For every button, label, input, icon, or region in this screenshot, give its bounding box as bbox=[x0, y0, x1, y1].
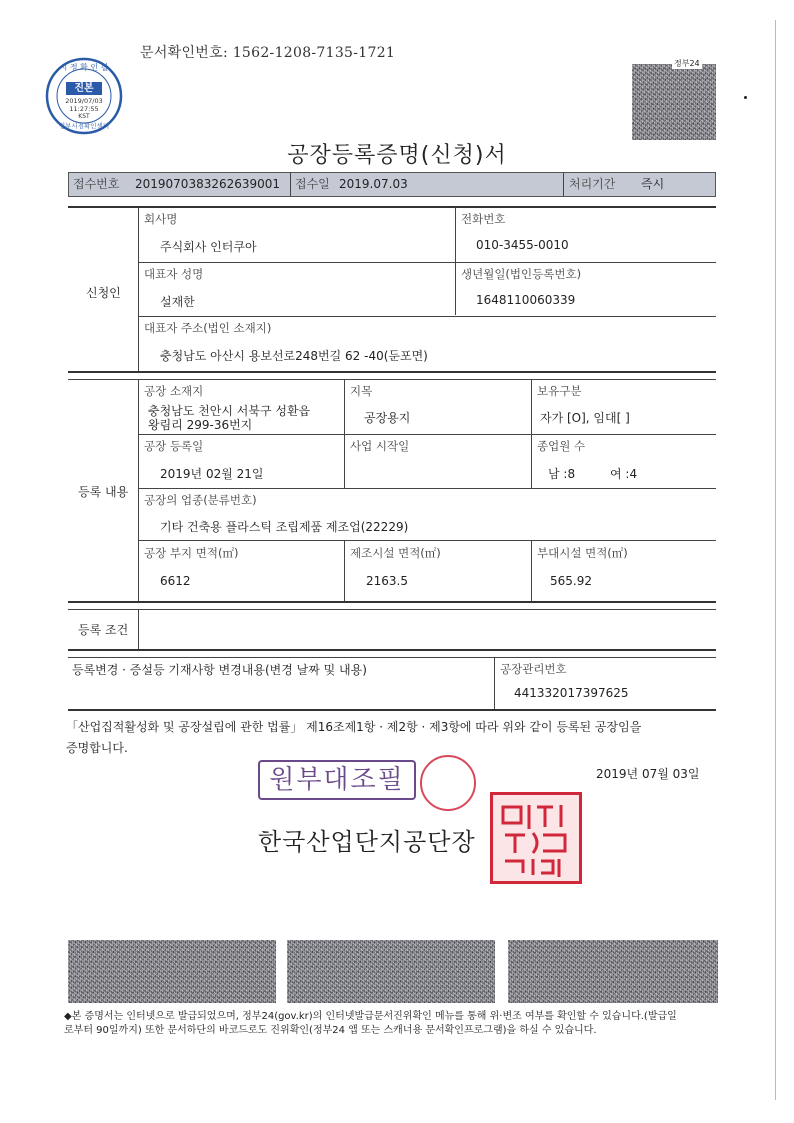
manufacturing-area-label: 제조시설 면적(㎡) bbox=[350, 546, 441, 560]
seal-top-text: 시 정 확 인 필 bbox=[59, 63, 109, 72]
factory-location-line1: 충청남도 천안시 서북구 성환읍 bbox=[148, 404, 311, 418]
phone-number: 010-3455-0010 bbox=[476, 238, 569, 252]
barcode-2 bbox=[287, 940, 495, 1003]
site-area-label: 공장 부지 면적(㎡) bbox=[144, 546, 239, 560]
land-category: 공장용지 bbox=[364, 411, 411, 425]
representative-label: 대표자 성명 bbox=[144, 267, 204, 281]
receipt-header bbox=[68, 172, 716, 197]
gov24-label: 정부24 bbox=[674, 59, 700, 68]
scan-edge bbox=[775, 20, 776, 1100]
representative-name: 설재한 bbox=[160, 295, 195, 309]
seal-tz: KST bbox=[78, 113, 90, 120]
applicant-section-label: 신청인 bbox=[86, 286, 121, 300]
company-name: 주식회사 인터쿠아 bbox=[160, 240, 257, 254]
barcode-3 bbox=[508, 940, 718, 1003]
seal-bottom-text: 정부시점확인센터 bbox=[58, 122, 110, 130]
industry-label: 공장의 업종(분류번호) bbox=[144, 493, 257, 507]
footer-note bbox=[64, 1010, 724, 1038]
phone-label: 전화번호 bbox=[461, 212, 506, 226]
qr-code bbox=[632, 64, 716, 140]
changes-label: 등록변경 · 증설등 기재사항 변경내용(변경 날짜 및 내용) bbox=[72, 663, 367, 677]
seal-center-text: 진본 bbox=[74, 83, 94, 94]
round-seal-icon bbox=[420, 755, 476, 811]
factory-management-number: 441332017397625 bbox=[514, 686, 629, 700]
issuer-name: 한국산업단지공단장 bbox=[258, 828, 476, 856]
processing-period-label: 처리기간 bbox=[569, 177, 616, 191]
seal-date: 2019/07/03 bbox=[65, 97, 103, 105]
receipt-number-label: 접수번호 bbox=[73, 177, 120, 191]
employees-female: 여 :4 bbox=[610, 467, 638, 481]
site-area: 6612 bbox=[160, 574, 191, 588]
birth-date: 1648110060339 bbox=[476, 293, 576, 307]
ownership-label: 보유구분 bbox=[537, 384, 582, 398]
seal-pattern-icon bbox=[493, 795, 579, 881]
company-name-label: 회사명 bbox=[144, 212, 178, 226]
factory-location-label: 공장 소재지 bbox=[144, 384, 204, 398]
business-start-label: 사업 시작일 bbox=[350, 439, 410, 453]
ownership-value: 자가 [O], 임대[ ] bbox=[540, 411, 630, 425]
receipt-date: 2019.07.03 bbox=[339, 177, 408, 191]
factory-location-line2: 왕림리 299-36번지 bbox=[148, 418, 253, 432]
processing-period: 즉시 bbox=[641, 177, 665, 191]
document-title: 공장등록증명(신청)서 bbox=[287, 143, 507, 168]
barcode-1 bbox=[68, 940, 276, 1003]
receipt-date-label: 접수일 bbox=[295, 177, 330, 191]
employees-label: 종업원 수 bbox=[537, 439, 586, 453]
manufacturing-area: 2163.5 bbox=[366, 574, 408, 588]
verification-seal bbox=[44, 56, 124, 136]
registration-section-label: 등록 내용 bbox=[78, 485, 129, 499]
auxiliary-area: 565.92 bbox=[550, 574, 592, 588]
original-verified-stamp: 원부대조필 bbox=[258, 760, 416, 800]
representative-address: 충청남도 아산시 용보선로248번길 62 -40(둔포면) bbox=[160, 349, 428, 363]
land-category-label: 지목 bbox=[350, 384, 373, 398]
document-number: 문서확인번호: 1562-1208-7135-1721 bbox=[140, 45, 396, 61]
statement-line2: 증명합니다. bbox=[66, 741, 128, 755]
edge-mark bbox=[744, 96, 747, 99]
auxiliary-area-label: 부대시설 면적(㎡) bbox=[537, 546, 628, 560]
conditions-label: 등록 조건 bbox=[78, 623, 129, 637]
statement-line1: 「산업집적활성화 및 공장설립에 관한 법률」 제16조제1항 · 제2항 · 제3항에 따라 위와 같이 등록된 공장임을 bbox=[66, 720, 642, 734]
official-seal-icon bbox=[490, 792, 582, 884]
footer-line1: ◆본 증명서는 인터넷으로 발급되었으며, 정부24(gov.kr)의 인터넷발급문서진위확인 메뉴를 통해 위·변조 여부를 확인할 수 있습니다.(발급일 bbox=[64, 1011, 677, 1022]
employees-male: 남 :8 bbox=[548, 467, 576, 481]
registration-date: 2019년 02월 21일 bbox=[160, 467, 264, 481]
receipt-number: 2019070383262639001 bbox=[135, 177, 281, 191]
registration-date-label: 공장 등록일 bbox=[144, 439, 204, 453]
issue-date: 2019년 07월 03일 bbox=[596, 767, 700, 781]
seal-time: 11:27:55 bbox=[69, 105, 99, 113]
representative-address-label: 대표자 주소(법인 소재지) bbox=[144, 321, 272, 335]
footer-line2: 로부터 90일까지) 또한 문서하단의 바코드로도 진위확인(정부24 앱 또는 스캐너용 문서확인프로그램)을 하실 수 있습니다. bbox=[64, 1025, 597, 1036]
factory-management-number-label: 공장관리번호 bbox=[500, 662, 567, 676]
industry-value: 기타 건축용 플라스틱 조립제품 제조업(22229) bbox=[160, 520, 409, 534]
birth-date-label: 생년월일(법인등록번호) bbox=[461, 267, 582, 281]
